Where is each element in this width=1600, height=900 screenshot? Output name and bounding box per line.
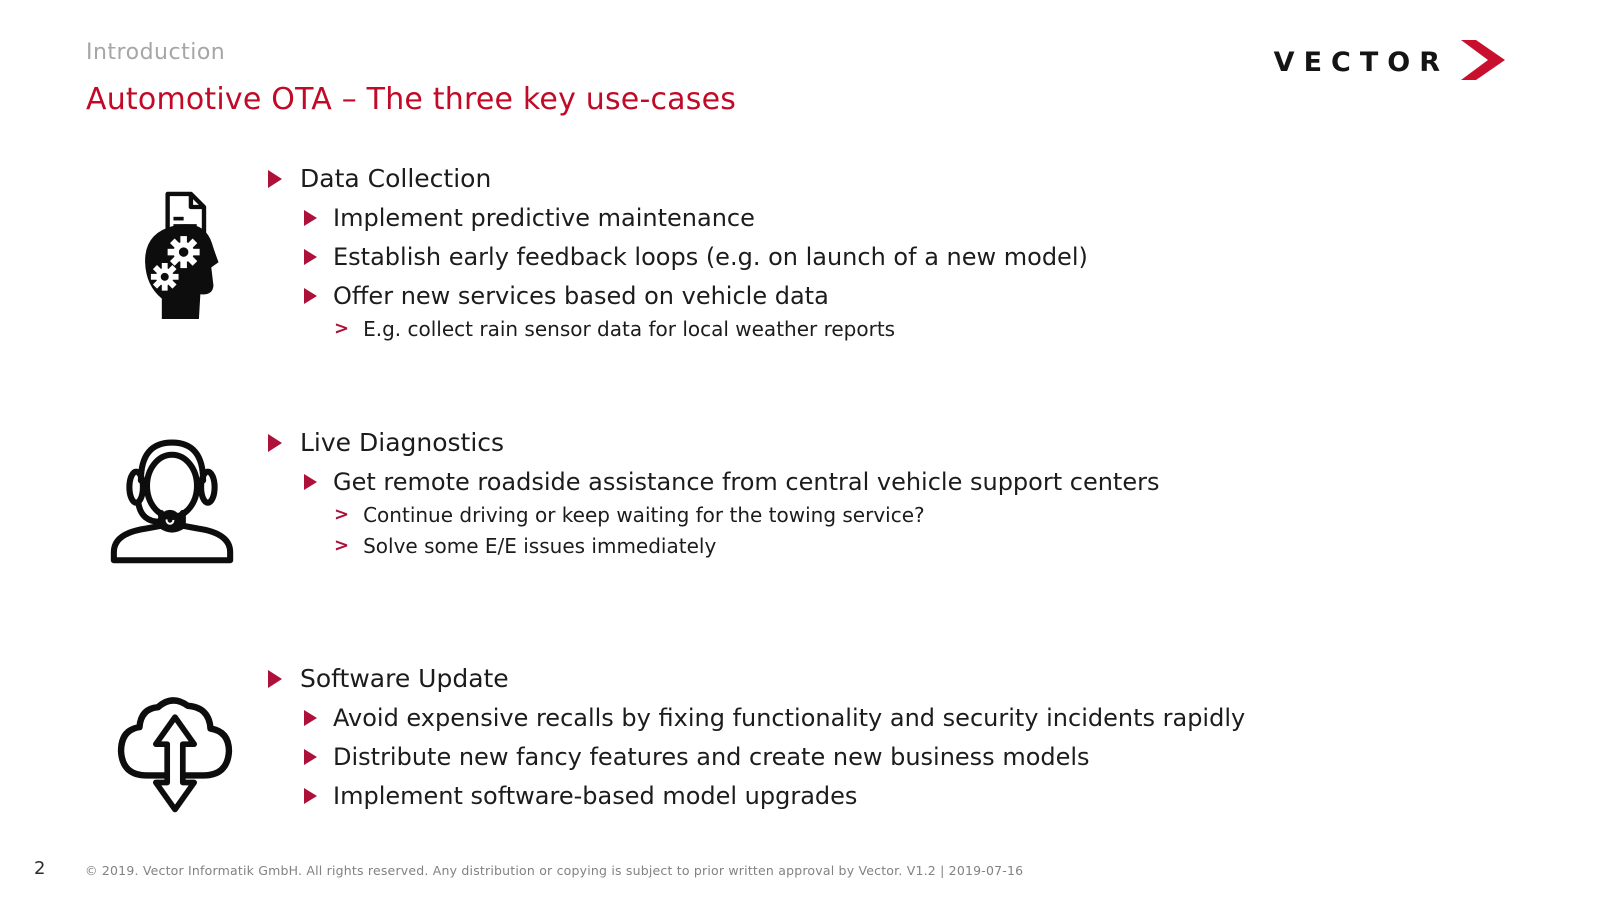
sub-bullet-row <box>334 501 1159 529</box>
chevron-marker-icon: > <box>334 318 350 339</box>
bullet-row <box>304 780 1245 812</box>
bullet-text: Get remote roadside assistance from central vehicle support centers <box>333 468 1160 496</box>
bullet-row <box>304 702 1245 734</box>
bullet-text: Implement software-based model upgrades <box>333 782 858 810</box>
bullet-triangle-icon <box>268 670 282 688</box>
cloud-update-icon <box>102 676 248 818</box>
bullet-triangle-icon <box>304 788 317 804</box>
chevron-marker-icon: > <box>334 504 350 525</box>
section-content <box>268 163 1088 343</box>
copyright-text: © 2019. Vector Informatik GmbH. All rights reserved. Any distribution or copying is subject to prior written approval by Vector. V1.2 | 2019-07-16 <box>85 863 1024 878</box>
bullet-row <box>304 280 1088 312</box>
bullet-text: Avoid expensive recalls by fixing functionality and security incidents rapidly <box>333 704 1246 732</box>
sub-bullet-text: Solve some E/E issues immediately <box>363 534 717 558</box>
bullet-triangle-icon <box>304 710 317 726</box>
page-title: Automotive OTA – The three key use-cases <box>86 82 737 117</box>
section-content <box>268 427 1159 560</box>
bullet-text: Distribute new fancy features and create new business models <box>333 743 1090 771</box>
sub-bullet-text: Continue driving or keep waiting for the towing service? <box>363 503 925 527</box>
section-eyebrow: Introduction <box>86 40 226 65</box>
bullet-row <box>304 202 1088 234</box>
bullet-text: Offer new services based on vehicle data <box>333 282 829 310</box>
bullet-row <box>304 466 1159 498</box>
bullet-triangle-icon <box>304 210 317 226</box>
bullet-row <box>268 163 1088 195</box>
bullet-text: Implement predictive maintenance <box>333 204 755 232</box>
section-title: Live Diagnostics <box>300 428 505 457</box>
bullet-row <box>304 241 1088 273</box>
bullet-triangle-icon <box>268 170 282 188</box>
page-number: 2 <box>34 858 46 879</box>
bullet-triangle-icon <box>304 749 317 765</box>
vector-logo-text: VECTOR <box>1273 46 1449 78</box>
bullet-triangle-icon <box>304 249 317 265</box>
sub-bullet-text: E.g. collect rain sensor data for local weather reports <box>363 317 896 341</box>
bullet-triangle-icon <box>304 288 317 304</box>
bullet-row <box>268 427 1159 459</box>
section-content <box>268 663 1245 812</box>
bullet-text: Establish early feedback loops (e.g. on launch of a new model) <box>333 243 1088 271</box>
bullet-triangle-icon <box>304 474 317 490</box>
section-title: Software Update <box>300 664 509 693</box>
head-gears-icon <box>140 186 220 324</box>
sub-bullet-row <box>334 315 1088 343</box>
bullet-triangle-icon <box>268 434 282 452</box>
headset-agent-icon <box>104 425 240 567</box>
sub-bullet-row <box>334 532 1159 560</box>
vector-logo <box>1274 40 1505 84</box>
bullet-row <box>304 741 1245 773</box>
chevron-marker-icon: > <box>334 535 350 556</box>
bullet-row <box>268 663 1245 695</box>
section-title: Data Collection <box>300 164 492 193</box>
vector-chevron-icon <box>1461 40 1505 84</box>
